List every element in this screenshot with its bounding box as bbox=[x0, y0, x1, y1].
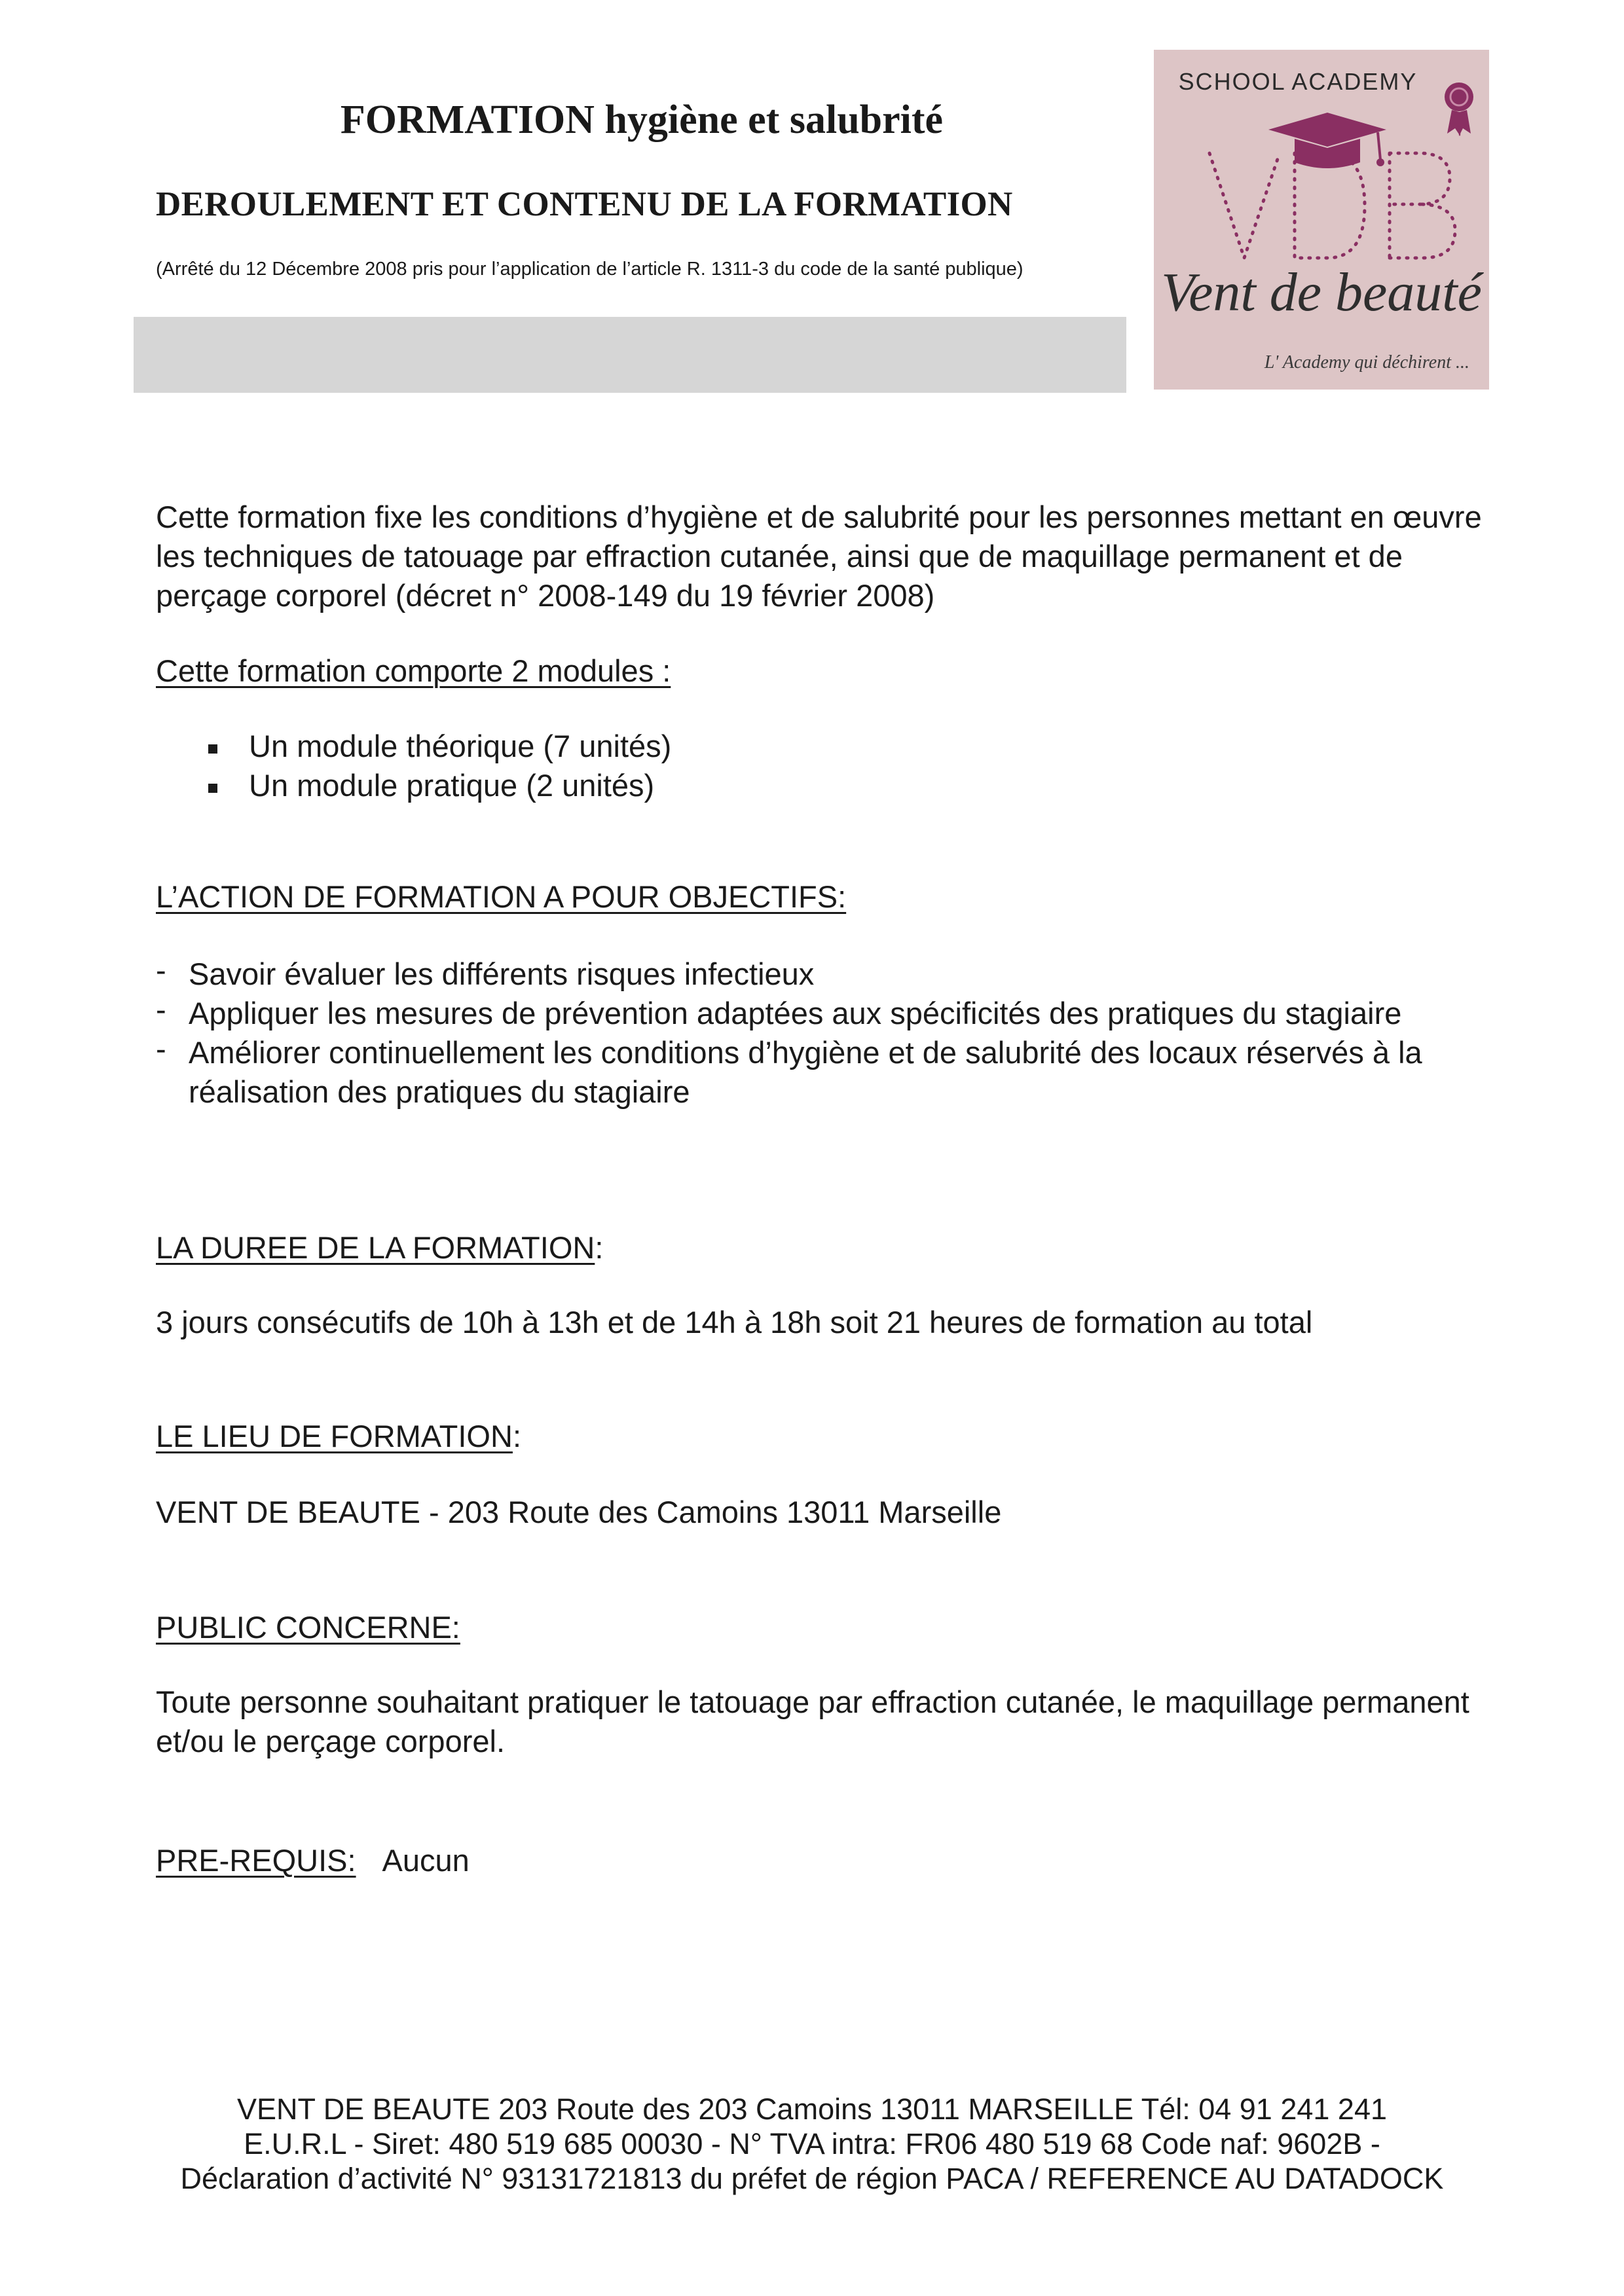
prerequisites-line bbox=[156, 1841, 1505, 1880]
prerequisites-value: Aucun bbox=[382, 1843, 470, 1878]
footer-line: Déclaration d’activité N° 93131721813 du préfet de région PACA / REFERENCE AU DATADOCK bbox=[180, 2162, 1444, 2195]
document-title: FORMATION hygiène et salubrité bbox=[340, 98, 944, 142]
public-heading: PUBLIC CONCERNE: bbox=[156, 1610, 460, 1645]
place-heading-line: LE LIEU DE FORMATION: bbox=[156, 1419, 521, 1453]
prerequisites-label: PRE-REQUIS: bbox=[156, 1843, 356, 1878]
duration-heading-line: LA DUREE DE LA FORMATION: bbox=[156, 1230, 604, 1265]
objectives-heading: L’ACTION DE FORMATION A POUR OBJECTIFS: bbox=[156, 879, 847, 914]
graduation-cap-icon bbox=[1268, 113, 1386, 168]
logo-vent-de-beaute: Vent de beauté bbox=[1161, 262, 1482, 323]
modules-list bbox=[156, 727, 671, 805]
header-grey-band bbox=[134, 317, 1126, 393]
list-item: - Appliquer les mesures de prévention adaptées aux spécificités des pratiques du stagiaire bbox=[156, 994, 1505, 1033]
logo-tagline: L' Academy qui déchirent ... bbox=[1264, 352, 1469, 373]
objectives-list bbox=[156, 955, 1505, 1112]
rosette-icon bbox=[1445, 82, 1473, 136]
monogram-vdb bbox=[1209, 153, 1455, 258]
place-text: VENT DE BEAUTE - 203 Route des Camoins 13011 Marseille bbox=[156, 1495, 1002, 1529]
list-item: Un module pratique (2 unités) bbox=[156, 766, 671, 805]
vdb-logo bbox=[1154, 50, 1489, 390]
page-footer bbox=[98, 2092, 1526, 2196]
duration-text: 3 jours consécutifs de 10h à 13h et de 14h à 18h soit 21 heures de formation au total bbox=[156, 1305, 1313, 1339]
duration-heading: LA DUREE DE LA FORMATION bbox=[156, 1230, 595, 1265]
logo-graphic bbox=[1154, 50, 1489, 390]
list-item: - Améliorer continuellement les conditions d’hygiène et de salubrité des locaux réservés à la réalisation des pratiques du stagiaire bbox=[156, 1033, 1505, 1112]
document-subtitle: DEROULEMENT ET CONTENU DE LA FORMATION bbox=[156, 185, 1013, 223]
intro-paragraph: Cette formation fixe les conditions d’hygiène et de salubrité pour les personnes mettant en œuvre les techniques de tatouage par effraction cutanée, ainsi que de maquillage permanent et de perçage corporel (décret n° 2008-149 du 19 février 2008) bbox=[156, 500, 1482, 613]
place-heading: LE LIEU DE FORMATION bbox=[156, 1419, 513, 1453]
footer-line: VENT DE BEAUTE 203 Route des 203 Camoins 13011 MARSEILLE Tél: 04 91 241 241 bbox=[236, 2092, 1387, 2126]
public-text: Toute personne souhaitant pratiquer le tatouage par effraction cutanée, le maquillage permanent et/ou le perçage corporel. bbox=[156, 1685, 1469, 1758]
logo-school-academy: SCHOOL ACADEMY bbox=[1178, 68, 1418, 95]
modules-heading: Cette formation comporte 2 modules : bbox=[156, 653, 671, 688]
list-item: - Savoir évaluer les différents risques infectieux bbox=[156, 955, 1505, 994]
footer-line: E.U.R.L - Siret: 480 519 685 00030 - N° TVA intra: FR06 480 519 68 Code naf: 9602B - bbox=[244, 2127, 1380, 2160]
list-item: Un module théorique (7 unités) bbox=[156, 727, 671, 766]
legal-reference: (Arrêté du 12 Décembre 2008 pris pour l’application de l’article R. 1311-3 du code de la santé publique) bbox=[156, 259, 1024, 280]
